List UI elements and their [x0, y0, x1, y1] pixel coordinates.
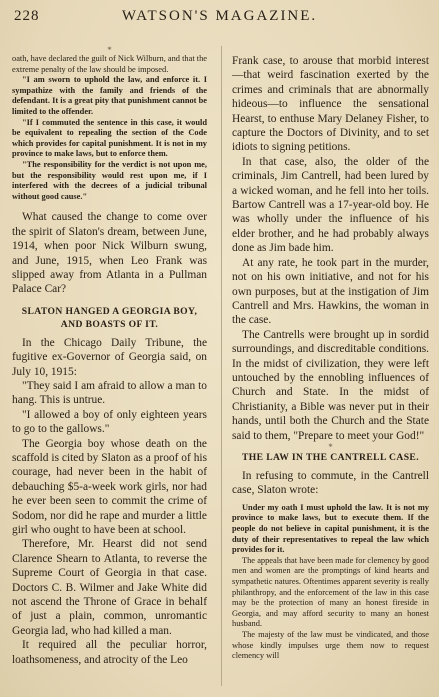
- quote-paragraph: "The responsibility for the verdict is not upon me, but the responsibility would rest upon me, if I interfered with the decrees of a judicial tribunal without good cause.": [12, 159, 207, 201]
- body-paragraph: In the Chicago Daily Tribune, the fugitive ex-Governor of Georgia said, on July 10, 1915:: [12, 336, 207, 378]
- body-paragraph: In that case, also, the older of the criminals, Jim Cantrell, had been lured by a wicked woman, and he fell into her toils. Bartow Cantrell was a 17-year-old boy. He was wholly under the influence of his elder brother, and he had probably always done as Jim bade him.: [232, 155, 429, 255]
- body-paragraph: Therefore, Mr. Hearst did not send Clarence Shearn to Atlanta, to reverse the Supreme Court of Georgia in that case. Doctors C. B. Wilmer and Jake White did not ascend the Throne of Grace in behalf of just a plain, common, unromantic Georgia lad, who had killed a man.: [12, 538, 207, 637]
- left-column: [12, 46, 207, 667]
- page-number: 228: [14, 8, 40, 24]
- column-divider: [221, 46, 222, 686]
- body-paragraph: What caused the change to come over the spirit of Slaton's dream, between June, 1914, when poor Nick Wilburn swung, and June, 1915, when Leo Frank was slipped away from Atlanta in a Pullman Palace Car?: [12, 211, 207, 296]
- quote-paragraph: Under my oath I must uphold the law. It is not my province to make laws, but to execute them. If the people do not believe in capital punishment, it is the duty of their representatives to repeal the law which provides for it.: [232, 502, 429, 555]
- body-paragraph: "They said I am afraid to allow a man to hang. This is untrue.: [12, 379, 207, 407]
- right-column: [232, 46, 429, 662]
- section-heading: SLATON HANGED A GEORGIA BOY, AND BOASTS OF IT.: [21, 305, 198, 330]
- body-paragraph: "I allowed a boy of only eighteen years to go to the gallows.": [12, 408, 207, 436]
- separator-ornament: *: [328, 441, 333, 452]
- body-paragraph: At any rate, he took part in the murder, not on his own initiative, and not for his own purposes, but at the instigation of Jim Cantrell and Mrs. Hawkins, the woman in the case.: [232, 256, 429, 327]
- page-header: [14, 8, 425, 30]
- body-paragraph: It required all the peculiar horror, loathsomeness, and atrocity of the Leo: [12, 639, 207, 666]
- section-heading: THE LAW IN THE CANTRELL CASE.: [241, 451, 420, 463]
- body-paragraph: The Georgia boy whose death on the scaffold is cited by Slaton as a proof of his courage, had never been in the habit of debauching $5-a-week work girls, nor had he ever been seen to commit the crime of Sodom, nor did he rape and murder a little girl who ought to have been at school.: [12, 437, 207, 537]
- separator-ornament: *: [107, 45, 112, 55]
- quote-paragraph: The majesty of the law must be vindicated, and those whose kindly impulses urge them now to request clemency will: [232, 629, 429, 661]
- magazine-title: WATSON'S MAGAZINE.: [121, 8, 318, 24]
- body-paragraph: Frank case, to arouse that morbid interest—that weird fascination exerted by the crimes and criminals that are abnormally hideous—to influence the sensational Hearst, to enthuse Mary Delaney Fisher, to capture the Doctors of Divinity, and to set idiots to signing petitions.: [232, 55, 429, 154]
- body-paragraph: In refusing to commute, in the Cantrell case, Slaton wrote:: [232, 469, 429, 497]
- quote-paragraph: oath, have declared the guilt of Nick Wilburn, and that the extreme penalty of the law should be imposed.: [12, 54, 207, 74]
- quote-paragraph: "If I commuted the sentence in this case, it would be equivalent to repealing the section of the Code which provides for capital punishment. It is not in my province to make laws, but to enforce them.: [12, 117, 207, 159]
- quote-paragraph: "I am sworn to uphold the law, and enforce it. I sympathize with the family and friends of the defendant. It is a great pity that punishment cannot be limited to the offender.: [12, 75, 207, 116]
- body-paragraph: The Cantrells were brought up in sordid surroundings, and discreditable conditions. In the midst of civilization, they were left untouched by the ennobling influences of Church and State. In the midst of Christianity, a Bible was never put in their hands, until both the Church and the State said to them, "Prepare to meet your God!": [232, 328, 429, 442]
- quote-paragraph: The appeals that have been made for clemency by good men and women are the promptings of kind hearts and sympathetic natures. Oftentimes apparent severity is really philanthropy, and the enforcement of the law in this case may be the protection of many an honest fireside in Georgia, and may afford security to many an honest husband.: [232, 555, 429, 629]
